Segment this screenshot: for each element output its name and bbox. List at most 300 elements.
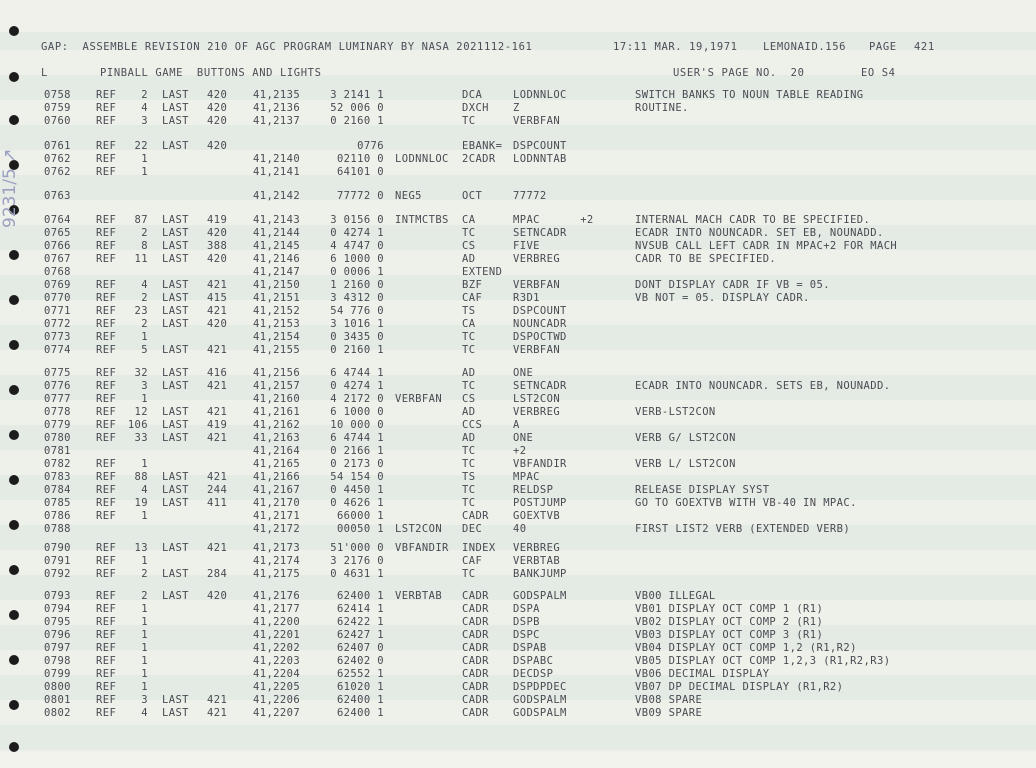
listing-line: 0769 xyxy=(44,279,71,291)
listing-addr: 41,2173 xyxy=(253,542,301,554)
listing-code: 62402 0 xyxy=(336,655,384,667)
listing-row xyxy=(0,642,1036,655)
listing-op: CADR xyxy=(462,681,489,693)
listing-refn: 12 xyxy=(134,406,148,418)
listing-op: CAF xyxy=(462,292,483,304)
listing-row xyxy=(0,497,1036,510)
listing-refn: 4 xyxy=(141,484,148,496)
listing-comment: NVSUB CALL LEFT CADR IN MPAC+2 FOR MACH xyxy=(635,240,898,252)
listing-ref: REF xyxy=(96,367,117,379)
listing-row xyxy=(0,227,1036,240)
listing-refn: 1 xyxy=(141,331,148,343)
listing-addr: 41,2162 xyxy=(253,419,301,431)
listing-op: EBANK= xyxy=(462,140,503,152)
listing-code: 3 2176 0 xyxy=(330,555,384,567)
listing-lastn: 419 xyxy=(207,419,228,431)
listing-refn: 3 xyxy=(141,380,148,392)
section-title: PINBALL GAME BUTTONS AND LIGHTS xyxy=(100,67,322,79)
listing-code: 0 4274 1 xyxy=(330,227,384,239)
listing-comment: SWITCH BANKS TO NOUN TABLE READING xyxy=(635,89,864,101)
listing-row xyxy=(0,166,1036,179)
listing-addr: 41,2150 xyxy=(253,279,301,291)
listing-last: LAST xyxy=(162,253,189,265)
listing-refn: 4 xyxy=(141,102,148,114)
listing-last: LAST xyxy=(162,140,189,152)
listing-op: TC xyxy=(462,458,476,470)
listing-lastn: 416 xyxy=(207,367,228,379)
listing-addr: 41,2155 xyxy=(253,344,301,356)
listing-addr: 41,2174 xyxy=(253,555,301,567)
listing-line: 0794 xyxy=(44,603,71,615)
listing-op: CCS xyxy=(462,419,483,431)
listing-last: LAST xyxy=(162,380,189,392)
listing-last: LAST xyxy=(162,102,189,114)
listing-refn: 1 xyxy=(141,458,148,470)
listing-ref: REF xyxy=(96,707,117,719)
listing-code: 6 1000 0 xyxy=(330,253,384,265)
listing-addr: 41,2202 xyxy=(253,642,301,654)
listing-line: 0798 xyxy=(44,655,71,667)
listing-line: 0785 xyxy=(44,497,71,509)
listing-addr: 41,2156 xyxy=(253,367,301,379)
listing-operand: DSPOCTWD xyxy=(513,331,567,343)
listing-refn: 1 xyxy=(141,681,148,693)
listing-operand: VERBREG xyxy=(513,406,561,418)
listing-row xyxy=(0,694,1036,707)
listing-line: 0795 xyxy=(44,616,71,628)
listing-comment: VB03 DISPLAY OCT COMP 3 (R1) xyxy=(635,629,824,641)
listing-operand: LST2CON xyxy=(513,393,561,405)
listing-op: 2CADR xyxy=(462,153,496,165)
listing-ref: REF xyxy=(96,240,117,252)
listing-comment: VERB L/ LST2CON xyxy=(635,458,736,470)
listing-refn: 3 xyxy=(141,694,148,706)
listing-operand: Z xyxy=(513,102,520,114)
listing-row xyxy=(0,471,1036,484)
listing-ref: REF xyxy=(96,419,117,431)
listing-last: LAST xyxy=(162,292,189,304)
listing-code: 6 1000 0 xyxy=(330,406,384,418)
listing-code: 3 2141 1 xyxy=(330,89,384,101)
listing-op: AD xyxy=(462,406,476,418)
listing-line: 0761 xyxy=(44,140,71,152)
listing-operand: LODNNLOC xyxy=(513,89,567,101)
listing-addr: 41,2175 xyxy=(253,568,301,580)
listing-last: LAST xyxy=(162,484,189,496)
listing-line: 0783 xyxy=(44,471,71,483)
listing-op: CAF xyxy=(462,555,483,567)
listing-ref: REF xyxy=(96,432,117,444)
listing-operand: MPAC xyxy=(513,471,540,483)
listing-comment: VB09 SPARE xyxy=(635,707,703,719)
listing-addr: 41,2152 xyxy=(253,305,301,317)
listing-lastn: 284 xyxy=(207,568,228,580)
listing-line: 0776 xyxy=(44,380,71,392)
listing-row xyxy=(0,523,1036,536)
listing-comment: VB05 DISPLAY OCT COMP 1,2,3 (R1,R2,R3) xyxy=(635,655,891,667)
listing-ref: REF xyxy=(96,555,117,567)
listing-lastn: 420 xyxy=(207,318,228,330)
listing-ref: REF xyxy=(96,497,117,509)
listing-line: 0772 xyxy=(44,318,71,330)
listing-line: 0759 xyxy=(44,102,71,114)
listing-line: 0774 xyxy=(44,344,71,356)
listing-operand: DSPA xyxy=(513,603,540,615)
listing-code: 61020 1 xyxy=(336,681,384,693)
listing-ref: REF xyxy=(96,603,117,615)
listing-comment: ECADR INTO NOUNCADR. SET EB, NOUNADD. xyxy=(635,227,884,239)
listing-row xyxy=(0,616,1036,629)
listing-refn: 2 xyxy=(141,292,148,304)
listing-row xyxy=(0,253,1036,266)
listing-line: 0791 xyxy=(44,555,71,567)
listing-addr: 41,2204 xyxy=(253,668,301,680)
listing-last: LAST xyxy=(162,305,189,317)
listing-code: 62407 0 xyxy=(336,642,384,654)
listing-addr: 41,2145 xyxy=(253,240,301,252)
listing-op: CS xyxy=(462,393,476,405)
listing-code: 0 2173 0 xyxy=(330,458,384,470)
listing-operand: SETNCADR xyxy=(513,227,567,239)
listing-op: TC xyxy=(462,344,476,356)
listing-line: 0779 xyxy=(44,419,71,431)
listing-ref: REF xyxy=(96,568,117,580)
listing-code: 3 0156 0 xyxy=(330,214,384,226)
listing-line: 0764 xyxy=(44,214,71,226)
listing-operand: VERBFAN xyxy=(513,115,561,127)
listing-last: LAST xyxy=(162,419,189,431)
listing-refn: 2 xyxy=(141,568,148,580)
header-eo-code: EO S4 xyxy=(861,67,896,79)
listing-op: BZF xyxy=(462,279,483,291)
listing-op: CADR xyxy=(462,590,489,602)
listing-operand: FIVE xyxy=(513,240,540,252)
listing-code: 02110 0 xyxy=(336,153,384,165)
listing-refn: 1 xyxy=(141,555,148,567)
listing-addr: 41,2154 xyxy=(253,331,301,343)
listing-code: 64101 0 xyxy=(336,166,384,178)
listing-operand: A xyxy=(513,419,520,431)
listing-addr: 41,2161 xyxy=(253,406,301,418)
listing-ref: REF xyxy=(96,140,117,152)
listing-last: LAST xyxy=(162,707,189,719)
listing-addr: 41,2200 xyxy=(253,616,301,628)
listing-line: 0760 xyxy=(44,115,71,127)
listing-operand: +2 xyxy=(513,445,527,457)
listing-code: 0 2160 1 xyxy=(330,115,384,127)
listing-operand: LODNNTAB xyxy=(513,153,567,165)
listing-line: 0800 xyxy=(44,681,71,693)
listing-row xyxy=(0,240,1036,253)
listing-comment: VB08 SPARE xyxy=(635,694,703,706)
listing-operand: VERBFAN xyxy=(513,344,561,356)
listing-operand: GODSPALM xyxy=(513,694,567,706)
listing-addr: 41,2144 xyxy=(253,227,301,239)
listing-comment: ECADR INTO NOUNCADR. SETS EB, NOUNADD. xyxy=(635,380,891,392)
listing-line: 0788 xyxy=(44,523,71,535)
listing-ref: REF xyxy=(96,510,117,522)
listing-ref: REF xyxy=(96,331,117,343)
listing-refn: 1 xyxy=(141,629,148,641)
listing-op: CADR xyxy=(462,694,489,706)
listing-last: LAST xyxy=(162,497,189,509)
listing-row xyxy=(0,655,1036,668)
listing-op: CA xyxy=(462,214,476,226)
listing-last: LAST xyxy=(162,590,189,602)
listing-row xyxy=(0,590,1036,603)
listing-addr: 41,2160 xyxy=(253,393,301,405)
listing-lastn: 244 xyxy=(207,484,228,496)
listing-row xyxy=(0,344,1036,357)
listing-comment: VB00 ILLEGAL xyxy=(635,590,716,602)
listing-code: 62414 1 xyxy=(336,603,384,615)
listing-op: TC xyxy=(462,380,476,392)
listing-op: AD xyxy=(462,432,476,444)
listing-code: 66000 1 xyxy=(336,510,384,522)
listing-label: NEG5 xyxy=(395,190,422,202)
listing-code: 62400 1 xyxy=(336,707,384,719)
listing-code: 51'000 0 xyxy=(330,542,384,554)
listing-operand: DSPB xyxy=(513,616,540,628)
listing-label: INTMCTBS xyxy=(395,214,449,226)
listing-lastn: 419 xyxy=(207,214,228,226)
listing-comment: VB06 DECIMAL DISPLAY xyxy=(635,668,770,680)
listing-line: 0765 xyxy=(44,227,71,239)
listing-line: 0775 xyxy=(44,367,71,379)
listing-addr: 41,2157 xyxy=(253,380,301,392)
listing-refn: 2 xyxy=(141,590,148,602)
listing-row xyxy=(0,419,1036,432)
listing-row xyxy=(0,89,1036,102)
listing-refn: 1 xyxy=(141,603,148,615)
listing-lastn: 421 xyxy=(207,305,228,317)
listing-ref: REF xyxy=(96,616,117,628)
listing-refn: 2 xyxy=(141,227,148,239)
listing-ref: REF xyxy=(96,406,117,418)
listing-code: 54 776 0 xyxy=(330,305,384,317)
listing-op: CS xyxy=(462,240,476,252)
listing-operand: VBFANDIR xyxy=(513,458,567,470)
listing-comment: VERB-LST2CON xyxy=(635,406,716,418)
listing-line: 0777 xyxy=(44,393,71,405)
listing-op: TC xyxy=(462,227,476,239)
listing-code: 62552 1 xyxy=(336,668,384,680)
listing-op: CADR xyxy=(462,603,489,615)
listing-comment: VB01 DISPLAY OCT COMP 1 (R1) xyxy=(635,603,824,615)
listing-line: 0790 xyxy=(44,542,71,554)
header-page-label: PAGE xyxy=(869,41,897,53)
listing-code: 4 2172 0 xyxy=(330,393,384,405)
listing-addr: 41,2176 xyxy=(253,590,301,602)
listing-code: 0 4626 1 xyxy=(330,497,384,509)
listing-addr: 41,2172 xyxy=(253,523,301,535)
listing-op: CADR xyxy=(462,510,489,522)
feed-hole xyxy=(9,26,19,36)
listing-last: LAST xyxy=(162,344,189,356)
listing-lastn: 421 xyxy=(207,471,228,483)
listing-last: LAST xyxy=(162,367,189,379)
listing-row xyxy=(0,367,1036,380)
listing-op: CADR xyxy=(462,655,489,667)
listing-code: 62427 1 xyxy=(336,629,384,641)
listing-comment: VB02 DISPLAY OCT COMP 2 (R1) xyxy=(635,616,824,628)
listing-code: 00050 1 xyxy=(336,523,384,535)
listing-code: 6 4744 1 xyxy=(330,367,384,379)
listing-refn: 1 xyxy=(141,153,148,165)
listing-ref: REF xyxy=(96,484,117,496)
listing-code: 0 2166 1 xyxy=(330,445,384,457)
listing-addr: 41,2153 xyxy=(253,318,301,330)
listing-row xyxy=(0,603,1036,616)
listing-lastn: 420 xyxy=(207,140,228,152)
listing-ref: REF xyxy=(96,655,117,667)
listing-refn: 32 xyxy=(134,367,148,379)
listing-line: 0768 xyxy=(44,266,71,278)
listing-row xyxy=(0,279,1036,292)
listing-line: 0801 xyxy=(44,694,71,706)
header-l-marker: L xyxy=(41,67,48,79)
listing-line: 0784 xyxy=(44,484,71,496)
listing-refn: 87 xyxy=(134,214,148,226)
listing-comment: INTERNAL MACH CADR TO BE SPECIFIED. xyxy=(635,214,871,226)
listing-ref: REF xyxy=(96,153,117,165)
listing-label: VERBTAB xyxy=(395,590,443,602)
listing-row xyxy=(0,484,1036,497)
listing-op: DEC xyxy=(462,523,483,535)
listing-operand: 40 xyxy=(513,523,527,535)
listing-refn: 1 xyxy=(141,393,148,405)
listing-operand: DSPCOUNT xyxy=(513,140,567,152)
listing-line: 0781 xyxy=(44,445,71,457)
listing-ref: REF xyxy=(96,668,117,680)
listing-refn: 1 xyxy=(141,616,148,628)
listing-operand: DSPCOUNT xyxy=(513,305,567,317)
listing-operand: ONE xyxy=(513,367,534,379)
listing-operand: ONE xyxy=(513,432,534,444)
listing-code: 62422 1 xyxy=(336,616,384,628)
listing-last: LAST xyxy=(162,406,189,418)
listing-last: LAST xyxy=(162,214,189,226)
listing-operand: VERBFAN xyxy=(513,279,561,291)
listing-operand: VERBREG xyxy=(513,542,561,554)
listing-ref: REF xyxy=(96,642,117,654)
listing-op: DCA xyxy=(462,89,483,101)
listing-op: CADR xyxy=(462,707,489,719)
listing-ref: REF xyxy=(96,542,117,554)
listing-last: LAST xyxy=(162,471,189,483)
listing-lastn: 420 xyxy=(207,102,228,114)
listing-op: DXCH xyxy=(462,102,489,114)
listing-code: 54 154 0 xyxy=(330,471,384,483)
listing-operand: R3D1 xyxy=(513,292,540,304)
listing-ref: REF xyxy=(96,681,117,693)
listing-operand: 77772 xyxy=(513,190,547,202)
listing-line: 0762 xyxy=(44,166,71,178)
listing-addr: 41,2140 xyxy=(253,153,301,165)
listing-addr: 41,2205 xyxy=(253,681,301,693)
listing-ref: REF xyxy=(96,694,117,706)
listing-line: 0773 xyxy=(44,331,71,343)
listing-op: TC xyxy=(462,497,476,509)
listing-row xyxy=(0,140,1036,153)
top-margin xyxy=(0,0,1036,32)
listing-last: LAST xyxy=(162,89,189,101)
listing-row xyxy=(0,393,1036,406)
listing-op: TC xyxy=(462,568,476,580)
listing-operand: DSPDPDEC xyxy=(513,681,567,693)
listing-refn: 19 xyxy=(134,497,148,509)
listing-op: TS xyxy=(462,471,476,483)
listing-addr: 41,2135 xyxy=(253,89,301,101)
listing-last: LAST xyxy=(162,432,189,444)
listing-line: 0797 xyxy=(44,642,71,654)
listing-lastn: 421 xyxy=(207,432,228,444)
listing-op: CA xyxy=(462,318,476,330)
listing-operand: DECDSP xyxy=(513,668,554,680)
bottom-margin xyxy=(0,752,1036,768)
listing-lastn: 421 xyxy=(207,380,228,392)
listing-operand: DSPC xyxy=(513,629,540,641)
user-page-number: USER'S PAGE NO. 20 xyxy=(673,67,805,79)
listing-row xyxy=(0,102,1036,115)
listing-line: 0766 xyxy=(44,240,71,252)
listing-refn: 1 xyxy=(141,510,148,522)
listing-lastn: 421 xyxy=(207,344,228,356)
listing-code: 62400 1 xyxy=(336,590,384,602)
listing-refn: 1 xyxy=(141,642,148,654)
listing-addr: 41,2146 xyxy=(253,253,301,265)
listing-comment: VB NOT = 05. DISPLAY CADR. xyxy=(635,292,810,304)
listing-ref: REF xyxy=(96,214,117,226)
listing-op: TC xyxy=(462,484,476,496)
listing-code: 52 006 0 xyxy=(330,102,384,114)
listing-line: 0762 xyxy=(44,153,71,165)
listing-op: EXTEND xyxy=(462,266,503,278)
listing-addr: 41,2151 xyxy=(253,292,301,304)
listing-lastn: 411 xyxy=(207,497,228,509)
listing-ref: REF xyxy=(96,380,117,392)
listing-refn: 88 xyxy=(134,471,148,483)
listing-ref: REF xyxy=(96,305,117,317)
listing-last: LAST xyxy=(162,227,189,239)
listing-lastn: 421 xyxy=(207,406,228,418)
listing-ref: REF xyxy=(96,102,117,114)
feed-hole xyxy=(9,742,19,752)
listing-addr: 41,2177 xyxy=(253,603,301,615)
listing-ref: REF xyxy=(96,166,117,178)
listing-refn: 3 xyxy=(141,115,148,127)
listing-addr: 41,2207 xyxy=(253,707,301,719)
listing-row xyxy=(0,542,1036,555)
listing-line: 0778 xyxy=(44,406,71,418)
listing-operand: NOUNCADR xyxy=(513,318,567,330)
listing-addr: 41,2170 xyxy=(253,497,301,509)
listing-label: LODNNLOC xyxy=(395,153,449,165)
listing-refn: 2 xyxy=(141,89,148,101)
listing-last: LAST xyxy=(162,694,189,706)
listing-code: 4 4747 0 xyxy=(330,240,384,252)
listing-code: 62400 1 xyxy=(336,694,384,706)
listing-comment: FIRST LIST2 VERB (EXTENDED VERB) xyxy=(635,523,851,535)
listing-line: 0793 xyxy=(44,590,71,602)
listing-addr: 41,2203 xyxy=(253,655,301,667)
listing-code: 0 4631 1 xyxy=(330,568,384,580)
listing-op: OCT xyxy=(462,190,483,202)
listing-ref: REF xyxy=(96,471,117,483)
listing-row xyxy=(0,115,1036,128)
header-page-number: 421 xyxy=(914,41,935,53)
listing-lastn: 421 xyxy=(207,279,228,291)
